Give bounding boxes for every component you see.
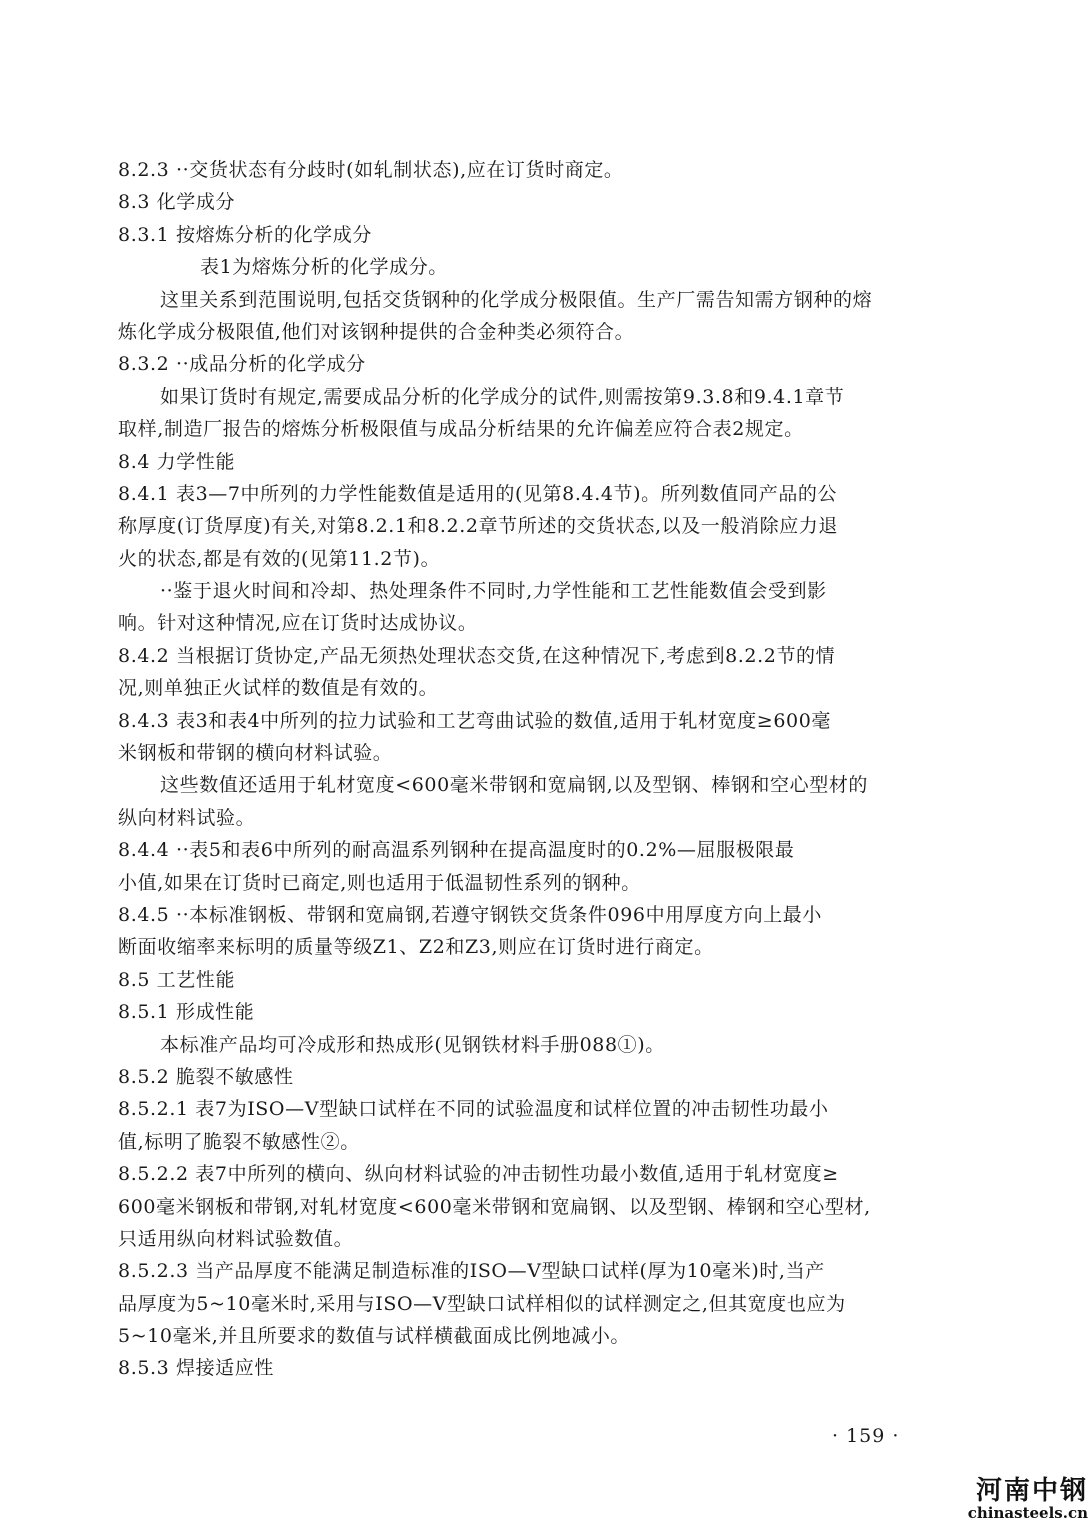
text-line: 小值,如果在订货时已商定,则也适用于低温韧性系列的钢种。 [118,871,641,894]
text-line: 5~10毫米,并且所要求的数值与试样横截面成比例地减小。 [118,1325,631,1348]
text-line: 8.3.2 ··成品分析的化学成分 [118,353,366,376]
text-line: 600毫米钢板和带钢,对轧材宽度<600毫米带钢和宽扁钢、以及型钢、棒钢和空心型材, [118,1195,871,1218]
text-line: 这些数值还适用于轧材宽度<600毫米带钢和宽扁钢,以及型钢、棒钢和空心型材的 [160,774,869,797]
text-line: 8.5.3 焊接适应性 [118,1357,274,1380]
text-line: 本标准产品均可冷成形和热成形(见钢铁材料手册088①)。 [160,1033,665,1056]
text-line: 8.4.4 ··表5和表6中所列的耐高温系列钢种在提高温度时的0.2%—屈服极限最 [118,839,795,862]
text-line: ··鉴于退火时间和冷却、热处理条件不同时,力学性能和工艺性能数值会受到影 [160,580,827,603]
watermark-logo [958,1478,1088,1521]
text-line: 称厚度(订货厚度)有关,对第8.2.1和8.2.2章节所述的交货状态,以及一般消除应力退 [118,515,838,538]
text-line: 8.5 工艺性能 [118,968,236,991]
text-line: 取样,制造厂报告的熔炼分析极限值与成品分析结果的允许偏差应符合表2规定。 [118,418,804,441]
text-line: 8.3 化学成分 [118,191,236,214]
text-line: 如果订货时有规定,需要成品分析的化学成分的试件,则需按第9.3.8和9.4.1章节 [160,385,845,408]
text-line: 断面收缩率来标明的质量等级Z1、Z2和Z3,则应在订货时进行商定。 [118,936,714,959]
page-number: · 159 · [832,1425,900,1447]
text-line: 8.4.1 表3—7中所列的力学性能数值是适用的(见第8.4.4节)。所列数值同产品的公 [118,482,838,505]
text-line: 8.5.2.3 当产品厚度不能满足制造标准的ISO—V型缺口试样(厚为10毫米)时,当产 [118,1260,825,1283]
text-line: 8.4 力学性能 [118,450,236,473]
text-line: 纵向材料试验。 [118,806,256,829]
body-text [118,154,948,1385]
text-line: 8.5.2.1 表7为ISO—V型缺口试样在不同的试验温度和试样位置的冲击韧性功最小 [118,1098,829,1121]
text-line: 8.5.2.2 表7中所列的横向、纵向材料试验的冲击韧性功最小数值,适用于轧材宽度≥ [118,1163,839,1186]
text-line: 8.5.1 形成性能 [118,1001,255,1024]
text-line: 8.3.1 按熔炼分析的化学成分 [118,223,372,246]
text-line: 炼化学成分极限值,他们对该钢种提供的合金种类必须符合。 [118,320,635,343]
text-line: 米钢板和带钢的横向材料试验。 [118,742,393,765]
text-line: 火的状态,都是有效的(见第11.2节)。 [118,547,441,570]
text-line: 8.4.5 ··本标准钢板、带钢和宽扁钢,若遵守钢铁交货条件096中用厚度方向上最小 [118,903,822,926]
text-line: 8.2.3 ··交货状态有分歧时(如轧制状态),应在订货时商定。 [118,159,624,181]
watermark-cn: 河南中钢 [975,1476,1088,1506]
watermark-en: chinasteels.cn [967,1504,1088,1522]
text-line: 品厚度为5~10毫米时,采用与ISO—V型缺口试样相似的试样测定之,但其宽度也应为 [118,1292,846,1315]
text-line: 8.4.2 当根据订货协定,产品无须热处理状态交货,在这种情况下,考虑到8.2.2节的情 [118,644,836,667]
text-line: 况,则单独正火试样的数值是有效的。 [118,677,439,700]
text-line: 8.5.2 脆裂不敏感性 [118,1065,294,1088]
text-line: 8.4.3 表3和表4中所列的拉力试验和工艺弯曲试验的数值,适用于轧材宽度≥600毫 [118,709,831,732]
text-line: 响。针对这种情况,应在订货时达成协议。 [118,612,478,635]
text-line: 这里关系到范围说明,包括交货钢种的化学成分极限值。生产厂需告知需方钢种的熔 [160,288,873,311]
text-line: 值,标明了脆裂不敏感性②。 [118,1130,360,1153]
text-line: 表1为熔炼分析的化学成分。 [200,256,448,279]
text-line: 只适用纵向材料试验数值。 [118,1227,354,1250]
